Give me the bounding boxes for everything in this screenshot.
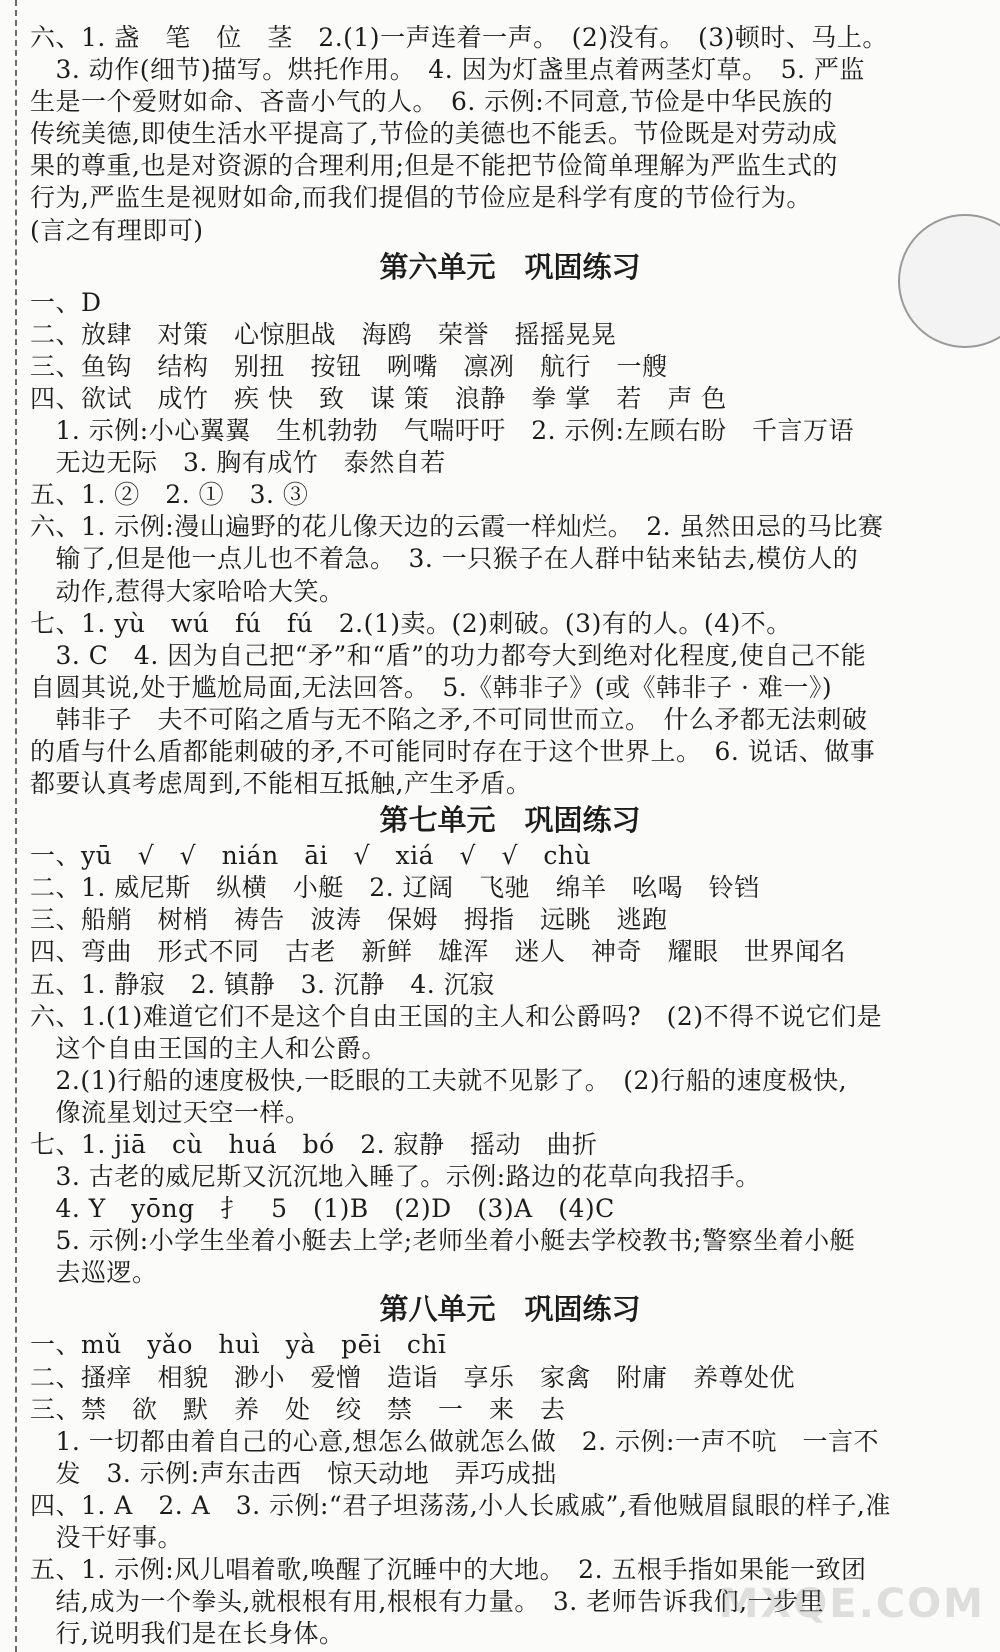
answer-line: 四、弯曲 形式不同 古老 新鲜 雄浑 迷人 神奇 耀眼 世界闻名 (30, 937, 847, 967)
answer-line: 七、1. jiā cù huá bó 2. 寂静 摇动 曲折 (30, 1130, 598, 1159)
answer-line: 一、mǔ yǎo huì yà pēi chī (30, 1330, 447, 1360)
answer-line: 都要认真考虑周到,不能相互抵触,产生矛盾。 (30, 769, 532, 799)
answer-line: 这个自由王国的主人和公爵。 (30, 1033, 388, 1063)
answer-line: 3. 古老的威尼斯又沉沉地入睡了。示例:路边的花草向我招手。 (30, 1162, 761, 1192)
answer-line: 传统美德,即使生活水平提高了,节俭的美德也不能丢。节俭既是对劳动成 (30, 119, 838, 149)
answer-line: 自圆其说,处于尴尬局面,无法回答。 5.《韩非子》(或《韩非子 · 难一》) (30, 672, 833, 702)
answer-line: 2.(1)行船的速度极快,一眨眼的工夫就不见影了。 (2)行船的速度极快, (30, 1065, 848, 1095)
answer-line: 四、1. A 2. A 3. 示例:“君子坦荡荡,小人长戚戚”,看他贼眉鼠眼的样子,准 (30, 1490, 891, 1520)
answer-line: 六、1.(1)难道它们不是这个自由王国的主人和公爵吗? (2)不得不说它们是 (30, 1001, 883, 1031)
answer-line: 发 3. 示例:声东击西 惊天动地 弄巧成拙 (30, 1458, 557, 1488)
answer-line: 果的尊重,也是对资源的合理利用;但是不能把节俭简单理解为严监生式的 (30, 151, 838, 181)
answer-line: 生是一个爱财如命、吝啬小气的人。 6. 示例:不同意,节俭是中华民族的 (30, 87, 834, 117)
answer-line: 的盾与什么盾都能刺破的矛,不可能同时存在于这个世界上。 6. 说话、做事 (30, 736, 876, 766)
section-heading: 第六单元 巩固练习 (379, 249, 641, 284)
answer-line: 六、1. 盏 笔 位 茎 2.(1)一声连着一声。 (2)没有。 (3)顿时、马上。 (30, 23, 888, 52)
answer-line: 4. Y yōng 扌 5 (1)B (2)D (3)A (4)C (30, 1194, 615, 1224)
binding-dashed-line (15, 0, 17, 1652)
answer-line: 没干好事。 (30, 1523, 184, 1553)
section-heading: 第七单元 巩固练习 (379, 803, 641, 838)
answer-line: 二、1. 威尼斯 纵横 小艇 2. 辽阔 飞驰 绵羊 吆喝 铃铛 (30, 873, 760, 903)
answer-line: 五、1. 示例:风儿唱着歌,唤醒了沉睡中的大地。 2. 五根手指如果能一致团 (30, 1555, 867, 1585)
answer-line: 七、1. yù wú fú fú 2.(1)卖。(2)刺破。(3)有的人。(4)不。 (30, 608, 792, 638)
answer-line: 三、鱼钩 结构 别扭 按钮 咧嘴 凛冽 航行 一艘 (30, 351, 668, 381)
answer-line: 行为,严监生是视财如命,而我们提倡的节俭应是科学有度的节俭行为。 (30, 183, 812, 213)
answer-line: 5. 示例:小学生坐着小艇去上学;老师坐着小艇去学校教书;警察坐着小艇 (30, 1226, 856, 1256)
answer-line: 五、1. ② 2. ① 3. ③ (30, 480, 309, 510)
answer-line: 三、船艄 树梢 祷告 波涛 保姆 拇指 远眺 逃跑 (30, 905, 668, 935)
answer-line: 1. 一切都由着自己的心意,想怎么做就怎么做 2. 示例:一声不吭 一言不 (30, 1426, 879, 1456)
answer-line: 韩非子 夫不可陷之盾与无不陷之矛,不可同世而立。 什么矛都无法刺破 (30, 704, 868, 734)
answer-line: 二、放肆 对策 心惊胆战 海鸥 荣誉 摇摇晃晃 (30, 319, 617, 349)
answer-line: 五、1. 静寂 2. 镇静 3. 沉静 4. 沉寂 (30, 969, 495, 999)
answer-line: 一、D (30, 287, 102, 317)
answer-line: 三、禁 欲 默 养 处 绞 禁 一 来 去 (30, 1394, 566, 1424)
answer-line: 1. 示例:小心翼翼 生机勃勃 气喘吁吁 2. 示例:左顾右盼 千言万语 (30, 416, 854, 446)
answer-line: (言之有理即可) (30, 215, 204, 245)
answer-line: 二、搔痒 相貌 渺小 爱憎 造诣 享乐 家禽 附庸 养尊处优 (30, 1362, 796, 1392)
answer-line: 行,说明我们是在长身体。 (30, 1619, 345, 1649)
answer-content (30, 22, 990, 1650)
section-heading: 第八单元 巩固练习 (379, 1292, 641, 1327)
answer-line: 无边无际 3. 胸有成竹 泰然自若 (30, 448, 446, 478)
answer-line: 四、欲试 成竹 疾 快 致 谋 策 浪静 拳 掌 若 声 色 (30, 383, 727, 413)
answer-line: 去巡逻。 (30, 1258, 158, 1288)
answer-line: 输了,但是他一点儿也不着急。 3. 一只猴子在人群中钻来钻去,模仿人的 (30, 544, 859, 574)
answer-line: 六、1. 示例:漫山遍野的花儿像天边的云霞一样灿烂。 2. 虽然田忌的马比赛 (30, 512, 884, 542)
answer-line: 结,成为一个拳头,就根根有用,根根有力量。 3. 老师告诉我们,一步里 (30, 1587, 825, 1617)
answer-line: 3. 动作(细节)描写。烘托作用。 4. 因为灯盏里点着两茎灯草。 5. 严监 (30, 55, 865, 85)
answer-line: 一、yū √ √ nián āi √ xiá √ √ chù (30, 841, 592, 871)
site-watermark: MXQE.COM (718, 1581, 985, 1627)
answer-line: 像流星划过天空一样。 (30, 1097, 311, 1127)
answer-line: 3. C 4. 因为自己把“矛”和“盾”的功力都夸大到绝对化程度,使自己不能 (30, 640, 867, 670)
answer-line: 动作,惹得大家哈哈大笑。 (30, 576, 345, 606)
